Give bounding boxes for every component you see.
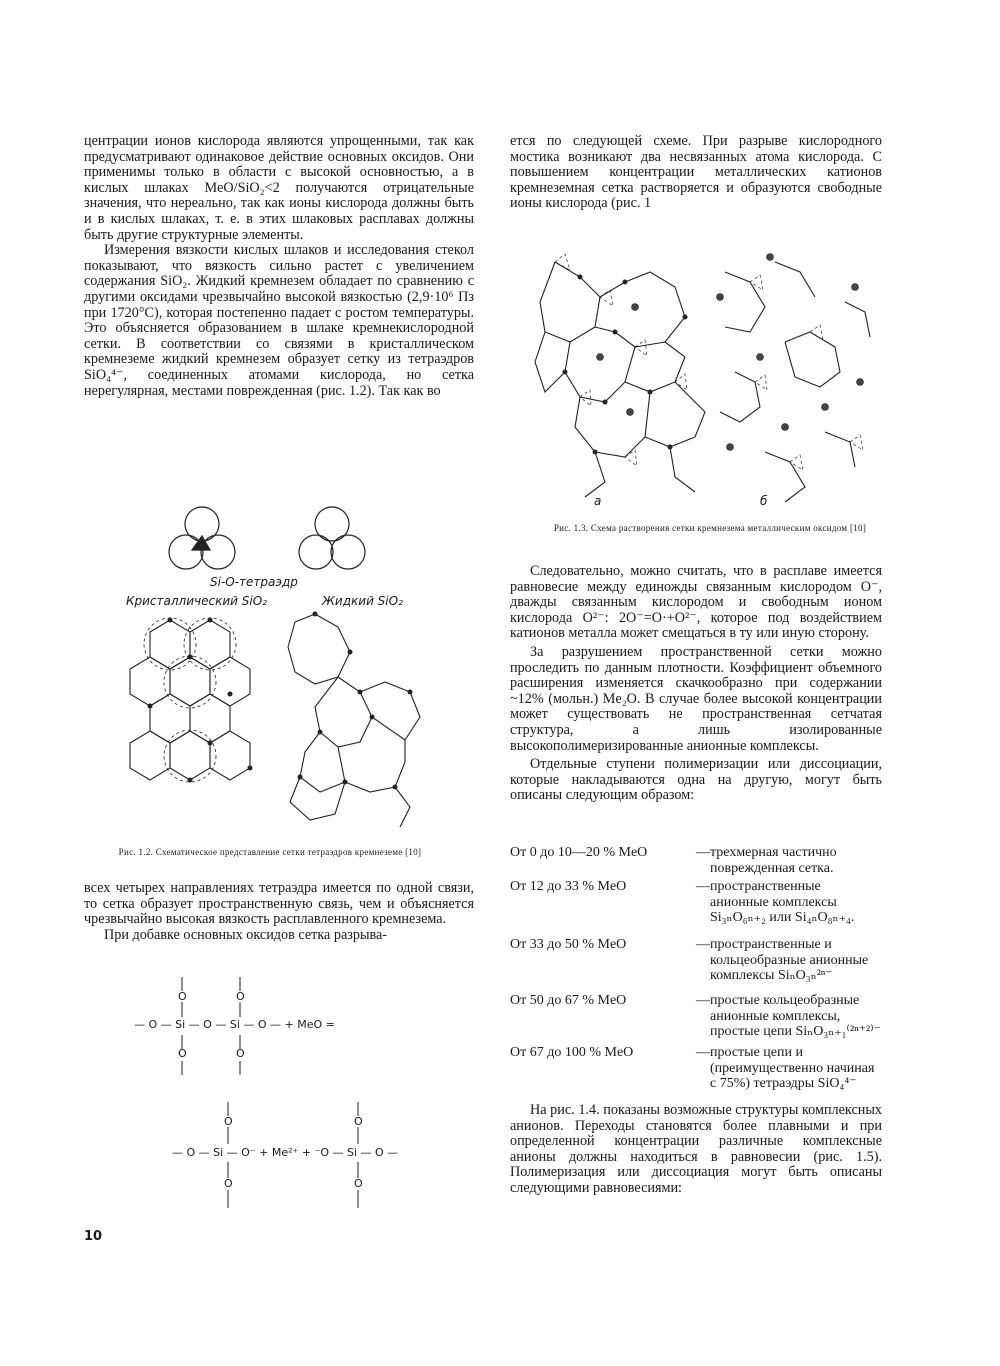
equation-1-block [120,975,420,1085]
figure-1-3 [525,232,885,512]
tetrahedra-diagram [110,502,470,842]
range-desc: пространственные анионные комплексы Si₃ₙO₆ₙ₊₂ или Si₄ₙO₈ₙ₊₄. [710,879,855,926]
eq1-o-top-1: O [178,990,187,1003]
range-desc: пространственные и кольцеобразные анионные комплексы SiₙO₃ₙ²ⁿ⁻ [710,937,869,984]
label-a: а [594,494,602,508]
left-para-2: Измерения вязкости кислых шлаков и исследования стекол показывают, что вязкость сильно растет с увеличением содержания SiO₂. Жидкий кремнезем обладает по сравнению с другими оксидами чрезвычайно высокой вязкостью (2,9·10⁶ Пз при 1720°C), которая постепенно падает с ростом температуры. Это объясняется образованием в шлаке кремнекислородной сетки. В соответствии со связями в кристаллическом кремнеземе жидкий кремнезем образует сетку из тетраэдров SiO₄⁴⁻, соединенных атомами кислорода, но сетка нерегулярная, местами поврежденная (рис. 1.2). Так как во [84,242,474,399]
eq2-o-bottom-1: O [224,1177,233,1190]
range-dash: — [696,879,710,894]
left-para-1: центрации ионов кислорода являются упрощенными, так как предусматривают одинаковое действие основных оксидов. Они применимы только в области с высокой основностью, а в кислых шлаках MeO/SiO₂<2 получаются отрицательные значения, что нереально, так как ионы кислорода должны быть и в кислых шлаках, т. е. в этих шлаковых расплавах должны быть другие структурные элементы. [84,133,474,243]
page-number: 10 [84,1229,103,1244]
figure-1-2-caption: Рис. 1.2. Схематическое представление сетки тетраэдров кремнеземе [10] [118,847,422,857]
range-row [510,879,882,937]
right-para-5: На рис. 1.4. показаны возможные структуры комплексных анионов. Переходы становятся более плавными и при определенной концентрации различные комплексные анионы должны находиться в равновесии (рис. 1.5). Полимеризация или диссоциация могут быть описаны следующими равновесиями: [510,1102,882,1196]
eq1-o-top-2: O [236,990,245,1003]
eq2-o-top-1: O [224,1115,233,1128]
figure-1-2 [110,502,470,842]
label-b: б [760,494,768,508]
range-label: От 12 до 33 % MeO [510,879,627,894]
figure-1-3-caption: Рис. 1.3. Схема растворения сетки кремнезема металлическим оксидом [10] [553,523,867,533]
eq2-o-top-2: O [354,1115,363,1128]
range-row [510,1045,882,1095]
range-desc: простые кольцеобразные анионные комплексы, простые цепи SiₙO₃ₙ₊₁⁽²ⁿ⁺²⁾⁻ [710,993,881,1040]
right-para-3: За разрушением пространственной сетки можно проследить по данным плотности. Коэффициент объемного расширения изменяется скачкообразно при содержании ~12% (мольн.) Me₂O. В случае более высокой концентрации может существовать не пространственная сетчатая структура, а лишь изолированные высокополимеризированные анионные комплексы. [510,643,882,754]
range-dash: — [696,845,710,860]
label-crystalline: Кристаллический SiO₂ [126,594,267,608]
left-para-4: При добавке основных оксидов сетка разрыва- [104,926,388,943]
range-desc: простые цепи и (преимущественно начиная с 75%) тетраэдры SiO₄⁴⁻ [710,1045,875,1092]
left-column-lower [84,881,474,943]
eq1-o-bottom-1: O [178,1047,187,1060]
label-tetra: Si-O-тетраэдр [210,575,298,589]
range-row [510,993,882,1045]
left-column [84,134,474,399]
right-para-4: Отдельные ступени полимеризации или диссоциации, которые накладываются одна на другую, могут быть описаны следующим образом: [510,756,882,804]
range-row [510,937,882,993]
dissolution-diagram [525,232,885,512]
label-liquid: Жидкий SiO₂ [322,594,403,608]
range-desc: трехмерная частично поврежденная сетка. [710,845,837,876]
eq1-o-bottom-2: O [236,1047,245,1060]
right-para-2: Следовательно, можно считать, что в расплаве имеется равновесие между единожды связанным кислородом O⁻, дважды связанным кислородом и свободным ионом кислорода O²⁻: 2O⁻=O·+O²⁻, которое под воздействием катионов металла может смещаться в ту или иную сторону. [510,563,882,642]
range-label: От 0 до 10—20 % MeO [510,845,648,860]
right-column [510,134,882,212]
right-column-mid [510,564,882,804]
range-label: От 50 до 67 % MeO [510,993,627,1008]
polymerization-ranges [510,845,882,1095]
eq2-o-bottom-2: O [354,1177,363,1190]
equation-1: — O — Si — O — Si — O — + MeO = [134,1018,335,1031]
range-dash: — [696,1045,710,1060]
equation-2-block [170,1100,470,1215]
right-para-1: ется по следующей схеме. При разрыве кислородного мостика возникают два несвязанных атома кислорода. С повышением концентрации металлических катионов кремнеземная сетка растворяется и образуются свободные ионы кислорода (рис. 1 [510,133,882,212]
range-dash: — [696,993,710,1008]
range-label: От 67 до 100 % MeO [510,1045,634,1060]
right-column-lower [510,1103,882,1197]
range-label: От 33 до 50 % MeO [510,937,627,952]
range-row [510,845,882,879]
range-dash: — [696,937,710,952]
equation-2: — O — Si — O⁻ + Me²⁺ + ⁻O — Si — O — [172,1146,399,1159]
left-para-3: всех четырех направлениях тетраэдра имеется по одной связи, то сетка образует пространственную связь, чем и объясняется чрезвычайно высокая вязкость расплавленного кремнезема. [84,880,474,928]
